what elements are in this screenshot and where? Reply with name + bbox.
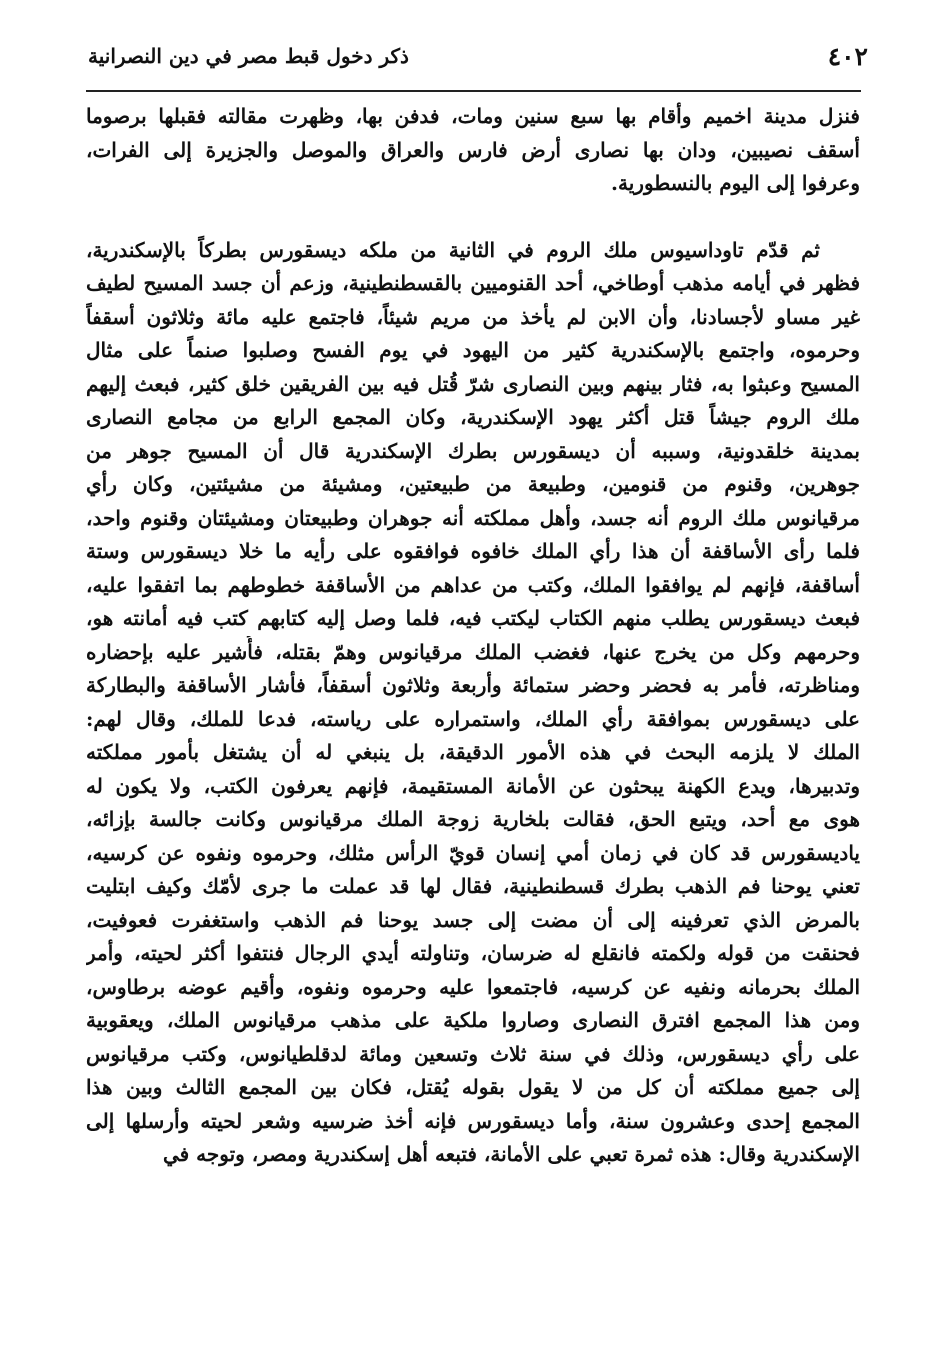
text-line: فلما رأى الأساقفة أن هذا رأي الملك خافوه فوافقوه على رأيه ما خلا ديسقورس وستة: [86, 539, 860, 563]
paragraph-gap: [86, 201, 860, 234]
text-line: أسقف نصيبين، ودان بها نصارى أرض فارس والعراق والموصل والجزيرة إلى الفرات،: [86, 137, 860, 162]
text-line: المسيح وعبثوا به، فثار بينهم وبين النصارى شرّ قُتل فيه بين الفريقين خلق كثير، فبعث إليهم: [86, 371, 860, 396]
text-line: غير مساو لأجسادنا، وأن الابن لم يأخذ من مريم شيئاً، فاجتمع عليه مائة وثلاثون أسقفاً: [86, 304, 860, 329]
text-line: على ديسقورس بموافقة رأي الملك، واستمراره على رياسته، فدعا للملك، وقال لهم:: [86, 706, 860, 731]
text-line: ملك الروم جيشاً قتل أكثر يهود الإسكندرية، وكان المجمع الرابع من مجامع النصارى: [86, 405, 860, 429]
paragraph: [86, 234, 860, 1172]
text-line: بالمرض الذي تعرفينه إلى أن مضت إلى جسد يوحنا فم الذهب واستغفرت فعوفيت،: [86, 907, 860, 932]
text-line: مرقيانوس ملك الروم أنه جسد، وأهل مملكته أنه جوهران وطبيعتان ومشيئتان وقنوم واحد،: [86, 505, 860, 530]
text-line: ومناظرته، فأمر به فحضر وحضر ستمائة وأربعة وثلاثون أسقفاً، فأشار الأساقفة والبطاركة: [86, 673, 860, 697]
text-line: وعرفوا إلى اليوم بالنسطورية.: [611, 171, 860, 195]
text-line: وحرمهم وكل من يخرج عنها، فغضب الملك مرقيانوس وهمّ بقتله، فأُشير عليه بإحضاره: [86, 639, 860, 664]
text-line: المجمع إحدى وعشرون سنة، وأما ديسقورس فإنه أخذ ضرسيه وشعر لحيته وأرسلها إلى: [86, 1108, 860, 1133]
paragraph: [86, 100, 860, 201]
text-line: على رأي ديسقورس، وذلك في سنة ثلاث وتسعين ومائة لدقلطيانوس، وكتب مرقيانوس: [86, 1041, 860, 1066]
text-line: الملك لا يلزمه البحث في هذه الأمور الدقيقة، بل ينبغي له أن يشتغل بأمور مملكته: [86, 740, 860, 764]
text-line: جوهرين، وقنوم من قنومين، وطبيعة من طبيعتين، ومشيئة من مشيئتين، وكان رأي: [86, 472, 860, 496]
text-line: الإسكندرية وقال: هذه ثمرة تعبي على الأمانة، فتبعه أهل إسكندرية ومصر، وتوجه في: [162, 1142, 860, 1166]
text-line: ياديسقورس قد كان في زمان أمي إنسان قويّ الرأس مثلك، وحرموه ونفوه عن كرسيه،: [86, 840, 860, 865]
text-line: فظهر في أيامه مذهب أوطاخي، أحد القنوميين بالقسطنطينية، وزعم أن جسد المسيح لطيف: [86, 271, 860, 295]
text-line: ومن هذا المجمع افترق النصارى وصاروا ملكية على مذهب مرقيانوس الملك، ويعقوبية: [86, 1008, 860, 1032]
header-rule: [86, 90, 861, 92]
page-number: ٤٠٢: [827, 42, 868, 71]
text-line: الملك بحرمانه ونفيه عن كرسيه، فاجتمعوا عليه وحرموه ونفوه، وأقيم عوضه برطاوس،: [86, 974, 860, 999]
text-line: فبعث ديسقورس يطلب منهم الكتاب ليكتب فيه، فلما وصل إليه كتابهم كتب فيه أمانته هو،: [86, 606, 860, 630]
text-line: ثم قدّم تاوداسيوس ملك الروم في الثانية من ملكه ديسقورس بطركاً بالإسكندرية،: [86, 237, 820, 262]
running-title: ذكر دخول قبط مصر في دين النصرانية: [88, 44, 409, 68]
page-header: [78, 38, 868, 78]
text-line: وحرموه، واجتمع بالإسكندرية كثير من اليهود في يوم الفسح وصلبوا صنماً على مثال: [86, 338, 860, 362]
text-line: تعني يوحنا فم الذهب بطرك قسطنطينية، فقال لها قد عملت ما جرى لأمّك وكيف ابتليت: [86, 874, 860, 898]
text-line: إلى جميع مملكته أن كل من لا يقول بقوله يُقتل، فكان بين المجمع الثالث وبين هذا: [86, 1075, 860, 1099]
text-line: وتدبيرها، ويدع الكهنة يبحثون عن الأمانة المستقيمة، فإنهم يعرفون الكتب، ولا يكون له: [86, 773, 860, 798]
text-line: فنزل مدينة اخميم وأقام بها سبع سنين ومات، فدفن بها، وظهرت مقالته فقبلها برصوما: [86, 104, 860, 128]
body-text: [86, 100, 860, 1172]
text-line: فحنقت من قوله ولكمته فانقلع له ضرسان، وتناولته أيدي الرجال فنتفوا أكثر لحيته، وأمر: [86, 941, 860, 965]
text-line: هوى مع أحد، ويتبع الحق، فقالت بلخارية زوجة الملك مرقيانوس وكانت جالسة بإزائه،: [86, 807, 860, 831]
text-line: بمدينة خلقدونية، وسببه أن ديسقورس بطرك الإسكندرية قال أن المسيح جوهر من: [86, 438, 860, 463]
text-line: أساقفة، فإنهم لم يوافقوا الملك، وكتب من عداهم من الأساقفة خطوطهم بما اتفقوا عليه،: [86, 572, 860, 597]
